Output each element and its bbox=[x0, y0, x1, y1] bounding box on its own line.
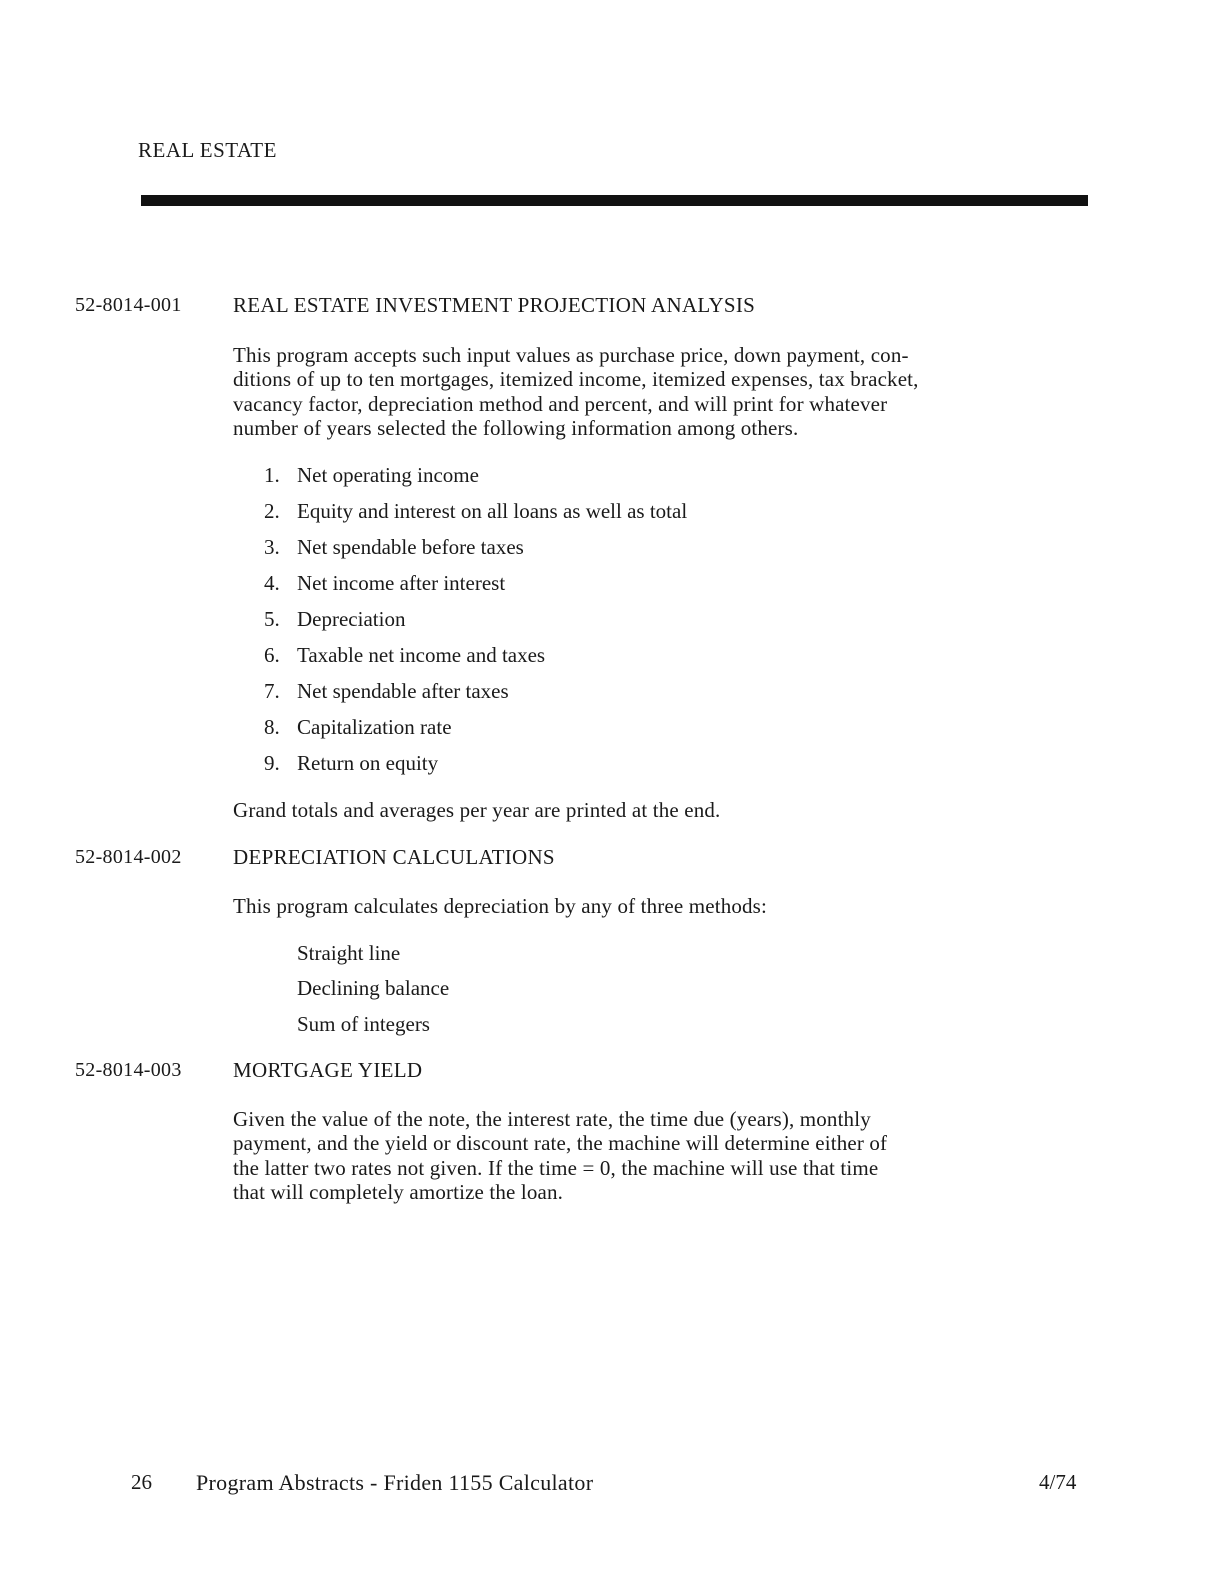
description-line: the latter two rates not given. If the time = 0, the machine will use that time bbox=[233, 1155, 879, 1180]
section-title-003: MORTGAGE YIELD bbox=[233, 1058, 423, 1082]
list-item-number: 5. bbox=[264, 607, 280, 631]
list-item-number: 3. bbox=[264, 535, 280, 559]
list-item-number: 7. bbox=[264, 679, 280, 703]
list-item-number: 6. bbox=[264, 643, 280, 667]
section-003-description bbox=[233, 1107, 1113, 1204]
section-title-002: DEPRECIATION CALCULATIONS bbox=[233, 845, 555, 869]
list-item bbox=[264, 715, 452, 740]
footer-publication-title: Program Abstracts - Friden 1155 Calculator bbox=[196, 1470, 594, 1495]
list-item-text: Net income after interest bbox=[297, 571, 506, 595]
list-item bbox=[264, 499, 687, 524]
list-item-number: 2. bbox=[264, 499, 280, 523]
header-rule bbox=[141, 195, 1088, 206]
description-line: number of years selected the following information among others. bbox=[233, 415, 799, 440]
list-item bbox=[264, 751, 438, 776]
footer-page-number: 26 bbox=[131, 1470, 152, 1494]
description-line: that will completely amortize the loan. bbox=[233, 1179, 564, 1204]
list-item bbox=[264, 607, 405, 632]
section-002-intro: This program calculates depreciation by any of three methods: bbox=[233, 894, 767, 918]
list-item-text: Net spendable before taxes bbox=[297, 535, 524, 559]
list-item bbox=[264, 679, 509, 704]
method-item: Sum of integers bbox=[297, 1012, 430, 1036]
list-item-number: 1. bbox=[264, 463, 280, 487]
section-001-description bbox=[233, 343, 1113, 440]
section-code-003: 52-8014-003 bbox=[75, 1059, 182, 1081]
list-item bbox=[264, 463, 479, 488]
list-item-text: Net spendable after taxes bbox=[297, 679, 509, 703]
section-code-002: 52-8014-002 bbox=[75, 846, 182, 868]
list-item-text: Net operating income bbox=[297, 463, 479, 487]
list-item-text: Equity and interest on all loans as well as total bbox=[297, 499, 688, 523]
list-item bbox=[264, 571, 505, 596]
list-item-text: Taxable net income and taxes bbox=[297, 643, 546, 667]
description-line: vacancy factor, depreciation method and percent, and will print for whatever bbox=[233, 391, 888, 416]
description-line: This program accepts such input values as purchase price, down payment, con- bbox=[233, 343, 909, 367]
section-code-001: 52-8014-001 bbox=[75, 294, 182, 316]
list-item-number: 4. bbox=[264, 571, 280, 595]
list-item bbox=[264, 643, 545, 668]
description-line: Given the value of the note, the interest rate, the time due (years), monthly bbox=[233, 1107, 871, 1131]
list-item-text: Capitalization rate bbox=[297, 715, 452, 739]
list-item-text: Return on equity bbox=[297, 751, 439, 775]
page-header: REAL ESTATE bbox=[138, 138, 277, 162]
description-line: ditions of up to ten mortgages, itemized income, itemized expenses, tax bracket, bbox=[233, 367, 919, 392]
list-item-number: 8. bbox=[264, 715, 280, 739]
section-001-closing: Grand totals and averages per year are printed at the end. bbox=[233, 798, 721, 822]
list-item-text: Depreciation bbox=[297, 607, 406, 631]
section-title-001: REAL ESTATE INVESTMENT PROJECTION ANALYSIS bbox=[233, 293, 756, 317]
footer-date: 4/74 bbox=[1039, 1470, 1077, 1494]
method-item: Declining balance bbox=[297, 976, 450, 1000]
list-item bbox=[264, 535, 524, 560]
method-item: Straight line bbox=[297, 941, 401, 965]
description-line: payment, and the yield or discount rate, the machine will determine either of bbox=[233, 1131, 888, 1156]
list-item-number: 9. bbox=[264, 751, 280, 775]
